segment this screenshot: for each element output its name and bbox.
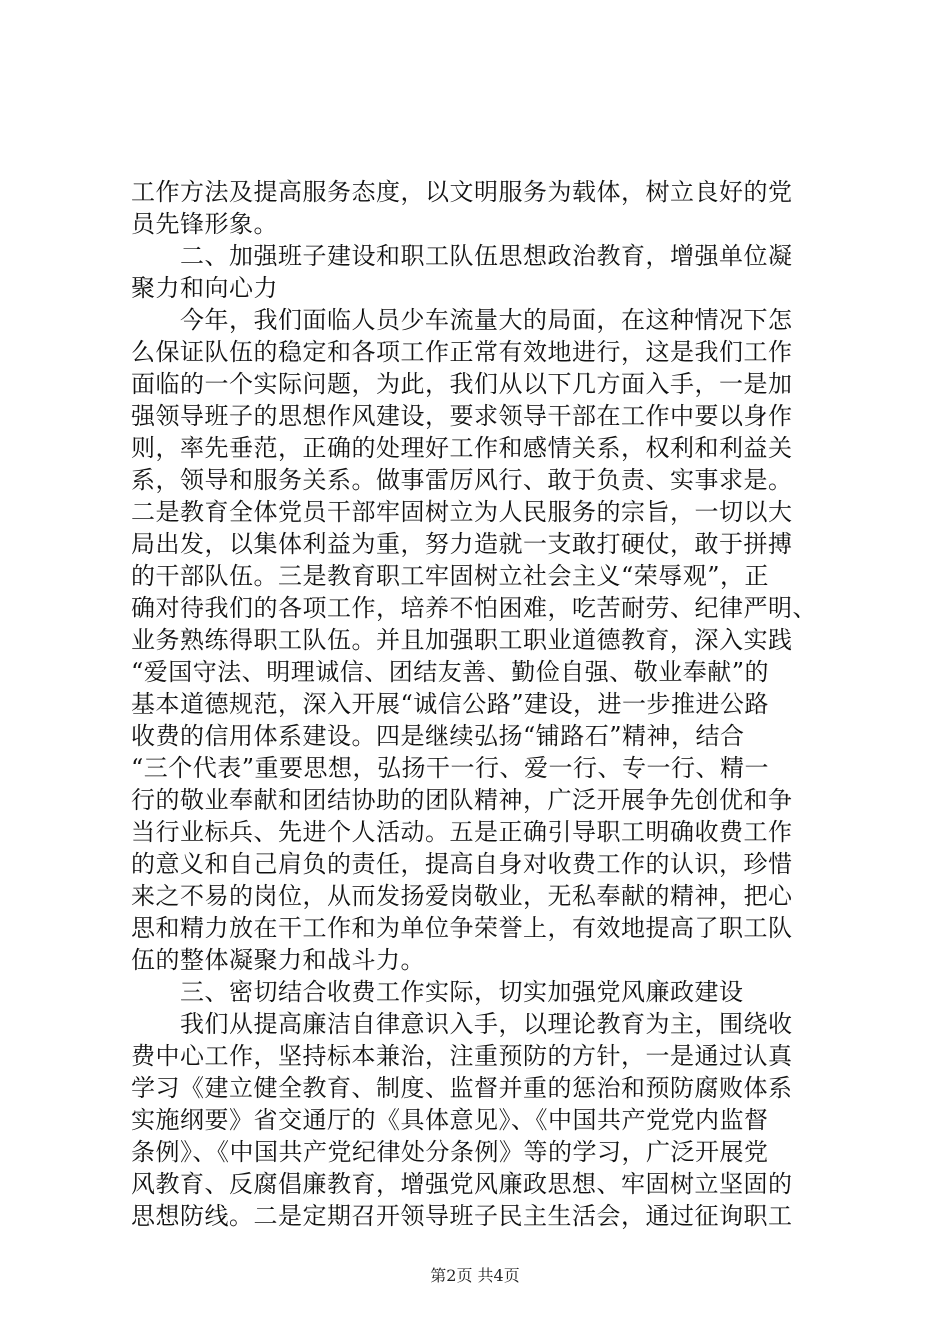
text-line: 二、加强班子建设和职工队伍思想政治教育，增强单位凝 [131,242,793,270]
text-line: 局出发，以集体利益为重，努力造就一支敢打硬仗，敢于拼搏 [131,530,793,558]
text-line: “三个代表”重要思想，弘扬干一行、爱一行、专一行、精一 [131,754,770,782]
page-number-footer: 第2页 共4页 [430,1266,520,1285]
text-line: 今年，我们面临人员少车流量大的局面，在这种情况下怎 [131,306,793,334]
text-line: 么保证队伍的稳定和各项工作正常有效地进行，这是我们工作 [131,338,793,366]
text-line: 三、密切结合收费工作实际，切实加强党风廉政建设 [131,978,744,1006]
text-line: 工作方法及提高服务态度，以文明服务为载体，树立良好的党 [131,178,793,206]
text-line: 行的敬业奉献和团结协助的团队精神，广泛开展争先创优和争 [131,786,793,814]
text-line: 来之不易的岗位，从而发扬爱岗敬业，无私奉献的精神，把心 [131,882,793,910]
text-line: 业务熟练得职工队伍。并且加强职工职业道德教育，深入实践 [131,626,793,654]
text-line: 则，率先垂范，正确的处理好工作和感情关系，权利和利益关 [131,434,793,462]
text-line: 费中心工作，坚持标本兼治，注重预防的方针，一是通过认真 [131,1042,793,1070]
text-line: 思和精力放在干工作和为单位争荣誉上，有效地提高了职工队 [131,914,793,942]
text-line: 伍的整体凝聚力和战斗力。 [131,946,425,974]
text-line: 确对待我们的各项工作，培养不怕困难，吃苦耐劳、纪律严明、 [131,594,817,622]
text-line: 风教育、反腐倡廉教育，增强党风廉政思想、牢固树立坚固的 [131,1170,793,1198]
text-line: 系，领导和服务关系。做事雷厉风行、敢于负责、实事求是。 [131,466,793,494]
text-line: “爱国守法、明理诚信、团结友善、勤俭自强、敬业奉献”的 [131,658,770,686]
text-line: 思想防线。二是定期召开领导班子民主生活会，通过征询职工 [131,1202,793,1230]
text-line: 我们从提高廉洁自律意识入手，以理论教育为主，围绕收 [131,1010,793,1038]
text-line: 强领导班子的思想作风建设，要求领导干部在工作中要以身作 [131,402,793,430]
text-line: 当行业标兵、先进个人活动。五是正确引导职工明确收费工作 [131,818,793,846]
text-line: 面临的一个实际问题，为此，我们从以下几方面入手，一是加 [131,370,793,398]
text-line: 基本道德规范，深入开展“诚信公路”建设，进一步推进公路 [131,690,770,718]
text-line: 员先锋形象。 [131,210,278,238]
text-line: 条例》、《中国共产党纪律处分条例》等的学习，广泛开展党 [131,1138,769,1166]
text-line: 收费的信用体系建设。四是继续弘扬“铺路石”精神，结合 [131,722,745,750]
text-line: 实施纲要》省交通厅的《具体意见》、《中国共产党党内监督 [131,1106,769,1134]
text-line: 学习《建立健全教育、制度、监督并重的惩治和预防腐败体系 [131,1074,793,1102]
text-line: 的意义和自己肩负的责任，提高自身对收费工作的认识，珍惜 [131,850,793,878]
text-line: 二是教育全体党员干部牢固树立为人民服务的宗旨，一切以大 [131,498,793,526]
document-body [131,176,831,1232]
text-line: 聚力和向心力 [131,274,278,302]
text-line: 的干部队伍。三是教育职工牢固树立社会主义“荣辱观”，正 [131,562,770,590]
